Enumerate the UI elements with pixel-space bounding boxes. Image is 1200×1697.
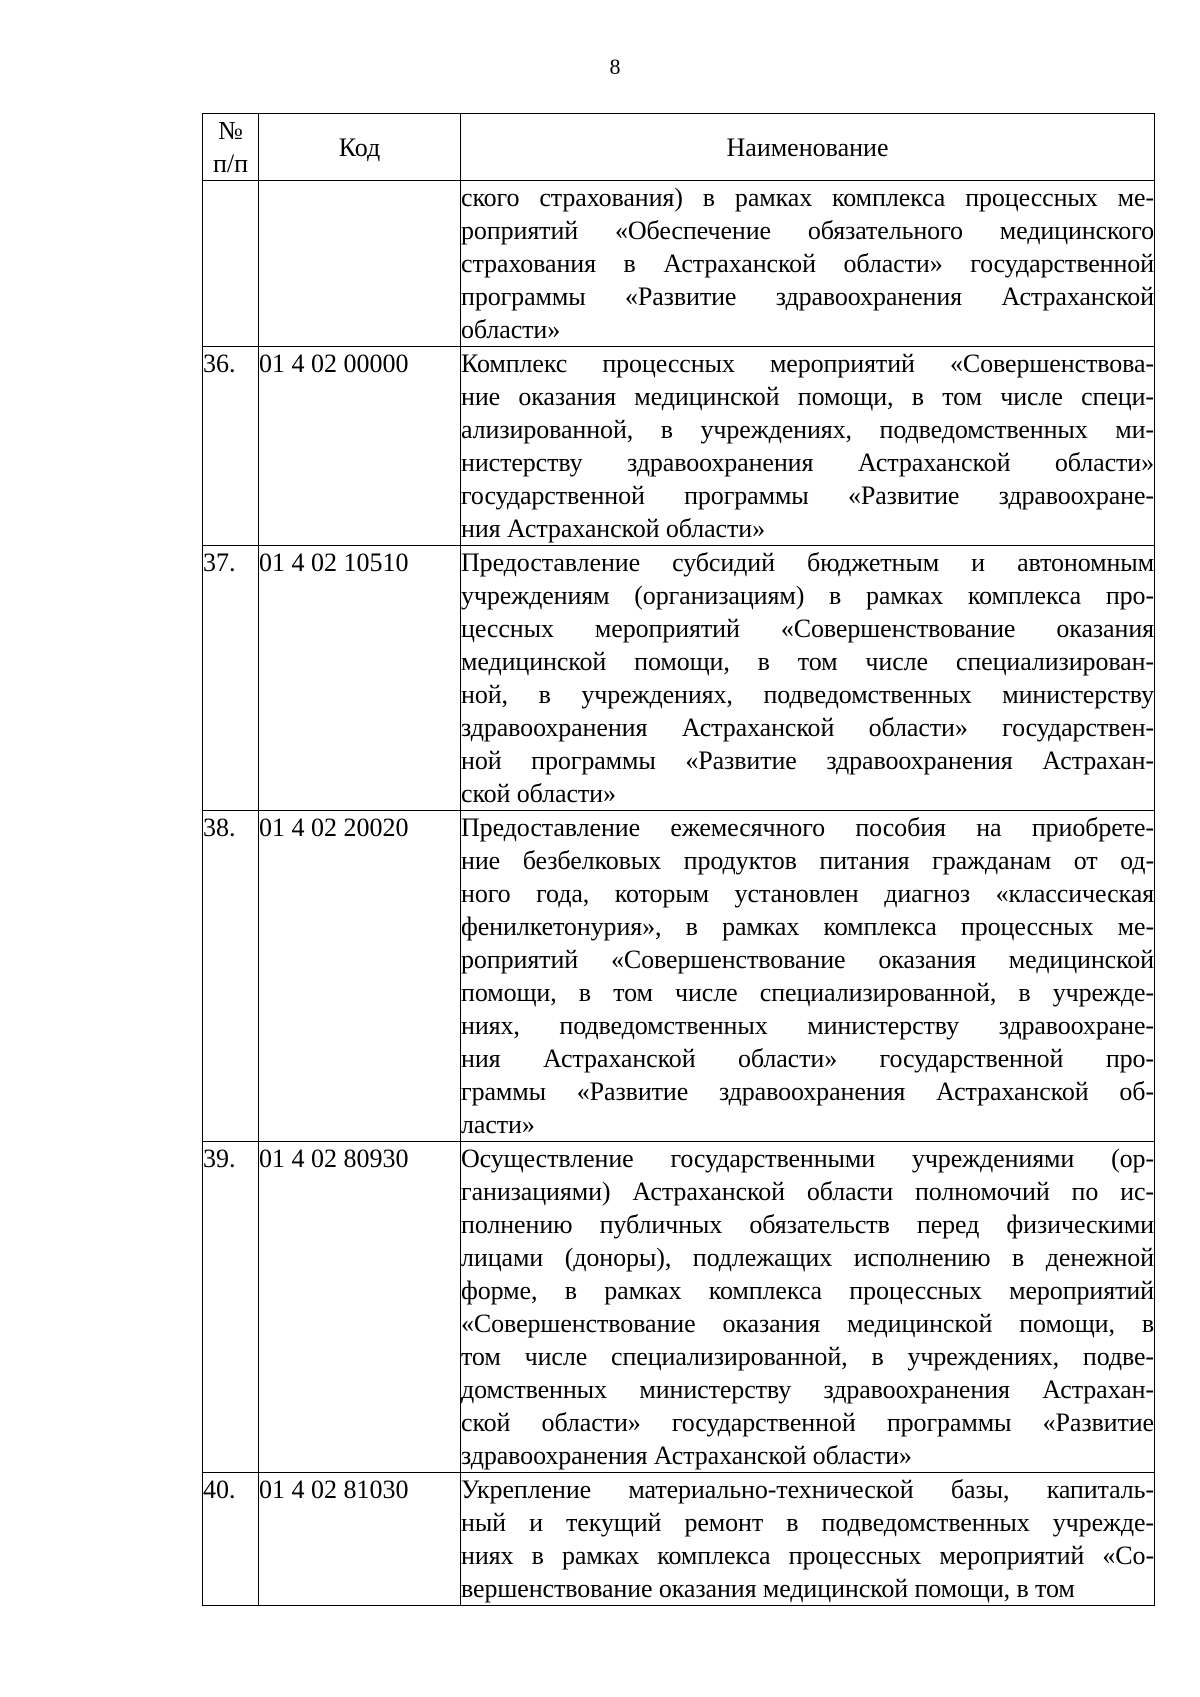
row-number — [203, 181, 259, 347]
row-name-line: ской области» — [461, 779, 616, 808]
row-name — [461, 1473, 1155, 1606]
row-name-line: цессных мероприятий «Совершенствование оказания — [461, 614, 1154, 643]
row-name-line: нистерству здравоохранения Астраханской области» — [461, 448, 1154, 477]
page-number: 8 — [609, 54, 621, 79]
row-number: 39. — [203, 1142, 259, 1473]
row-name — [461, 1142, 1155, 1473]
row-name-line: ласти» — [461, 1110, 535, 1139]
row-name-line: роприятий «Обеспечение обязательного медицинского — [461, 216, 1154, 245]
row-name-line: ализированной, в учреждениях, подведомственных ми- — [461, 415, 1154, 444]
row-name-line: области» — [461, 315, 561, 344]
row-name-line: Предоставление субсидий бюджетным и автономным — [461, 548, 1154, 577]
row-name-line: ный и текущий ремонт в подведомственных учрежде- — [461, 1508, 1154, 1537]
row-name-line: ниях, подведомственных министерству здравоохране- — [461, 1011, 1154, 1040]
row-code: 01 4 02 20020 — [259, 811, 461, 1142]
row-name-line: Осуществление государственными учреждениями (ор- — [461, 1144, 1154, 1173]
budget-code-table — [202, 113, 1155, 1606]
row-name-line: ганизациями) Астраханской области полномочий по ис- — [461, 1177, 1154, 1206]
header-number — [203, 114, 259, 181]
header-number-sign: № — [218, 116, 243, 145]
table-row — [203, 347, 1155, 546]
header-number-abbrev: п/п — [212, 149, 249, 178]
row-name-line: медицинской помощи, в том числе специализирован- — [461, 647, 1154, 676]
row-name-line: граммы «Развитие здравоохранения Астраханской об- — [461, 1077, 1154, 1106]
row-code — [259, 181, 461, 347]
row-name-line: ной, в учреждениях, подведомственных министерству — [461, 680, 1154, 709]
row-name — [461, 181, 1155, 347]
row-name-line: ской области» государственной программы «Развитие — [461, 1408, 1154, 1437]
row-name-line: Комплекс процессных мероприятий «Совершенствова- — [461, 349, 1154, 378]
row-name-line: вершенствование оказания медицинской помощи, в том — [461, 1574, 1075, 1603]
row-name-line: страхования в Астраханской области» государственной — [461, 249, 1154, 278]
table-body — [203, 181, 1155, 1606]
row-name — [461, 347, 1155, 546]
row-name-line: домственных министерству здравоохранения Астрахан- — [461, 1375, 1154, 1404]
row-name — [461, 811, 1155, 1142]
table-row — [203, 811, 1155, 1142]
row-name-line: лицами (доноры), подлежащих исполнению в денежной — [461, 1243, 1154, 1272]
row-name-line: ние оказания медицинской помощи, в том числе специ- — [461, 382, 1154, 411]
table-header — [203, 114, 1155, 181]
row-number: 40. — [203, 1473, 259, 1606]
row-name-line: здравоохранения Астраханской области» государствен- — [461, 713, 1154, 742]
row-name-line: программы «Развитие здравоохранения Астраханской — [461, 282, 1154, 311]
row-name-line: здравоохранения Астраханской области» — [461, 1441, 912, 1470]
row-name-line: ния Астраханской области» — [461, 514, 765, 543]
row-name-line: Предоставление ежемесячного пособия на приобрете- — [461, 813, 1154, 842]
row-code: 01 4 02 00000 — [259, 347, 461, 546]
row-name-line: ного года, которым установлен диагноз «классическая — [461, 879, 1154, 908]
table-row — [203, 181, 1155, 347]
row-number: 36. — [203, 347, 259, 546]
row-name-line: полнению публичных обязательств перед физическими — [461, 1210, 1154, 1239]
header-code: Код — [259, 114, 461, 181]
row-number: 38. — [203, 811, 259, 1142]
row-name-line: «Совершенствование оказания медицинской помощи, в — [461, 1309, 1154, 1338]
row-name-line: учреждениям (организациям) в рамках комплекса про- — [461, 581, 1154, 610]
header-row — [203, 114, 1155, 181]
row-name-line: ниях в рамках комплекса процессных мероприятий «Со- — [461, 1541, 1154, 1570]
row-name-line: том числе специализированной, в учреждениях, подве- — [461, 1342, 1154, 1371]
row-name-line: ние безбелковых продуктов питания гражданам от од- — [461, 846, 1154, 875]
row-number: 37. — [203, 546, 259, 811]
row-code: 01 4 02 81030 — [259, 1473, 461, 1606]
row-name-line: помощи, в том числе специализированной, в учрежде- — [461, 978, 1154, 1007]
row-name-line: форме, в рамках комплекса процессных мероприятий — [461, 1276, 1154, 1305]
header-name: Наименование — [461, 114, 1155, 181]
row-code: 01 4 02 80930 — [259, 1142, 461, 1473]
row-name-line: ной программы «Развитие здравоохранения Астрахан- — [461, 746, 1154, 775]
table-row — [203, 1473, 1155, 1606]
row-name-line: государственной программы «Развитие здравоохране- — [461, 481, 1154, 510]
row-name-line: Укрепление материально-технической базы, капиталь- — [461, 1475, 1154, 1504]
row-name-line: роприятий «Совершенствование оказания медицинской — [461, 945, 1154, 974]
row-name-line: фенилкетонурия», в рамках комплекса процессных ме- — [461, 912, 1154, 941]
row-name — [461, 546, 1155, 811]
table-row — [203, 1142, 1155, 1473]
row-code: 01 4 02 10510 — [259, 546, 461, 811]
row-name-line: ского страхования) в рамках комплекса процессных ме- — [461, 183, 1154, 212]
row-name-line: ния Астраханской области» государственной про- — [461, 1044, 1154, 1073]
table-row — [203, 546, 1155, 811]
